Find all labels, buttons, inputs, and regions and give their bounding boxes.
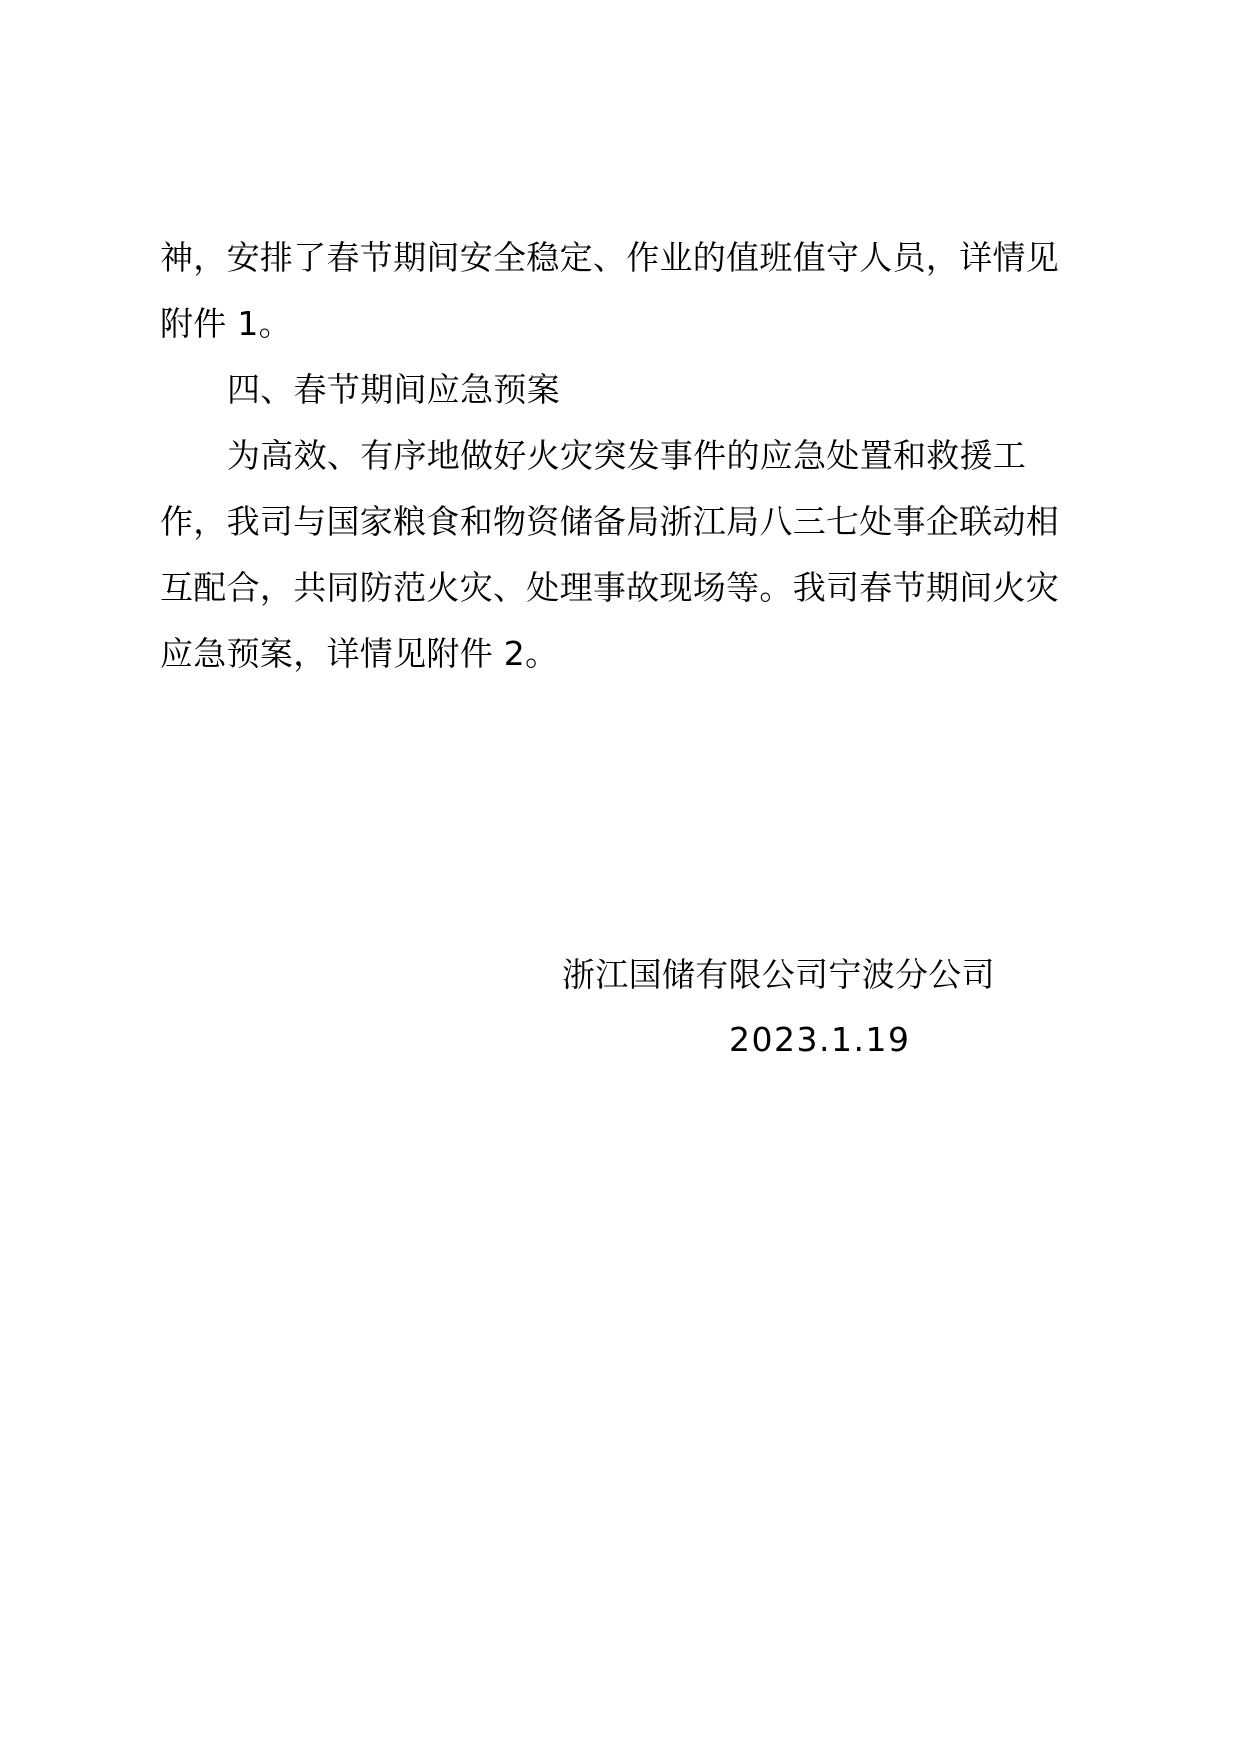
paragraph-plan-line-2: 作，我司与国家粮食和物资储备局浙江局八三七处事企联动相 bbox=[160, 502, 1060, 541]
paragraph-plan-line-3: 互配合，共同防范火灾、处理事故现场等。我司春节期间火灾 bbox=[160, 568, 1060, 607]
paragraph-continued-line-2: 附件 1。 bbox=[160, 304, 292, 343]
paragraph-plan-line-4: 应急预案，详情见附件 2。 bbox=[160, 634, 559, 673]
signature-date: 2023.1.19 bbox=[729, 1020, 911, 1059]
paragraph-continued-line-1: 神，安排了春节期间安全稳定、作业的值班值守人员，详情见 bbox=[160, 238, 1060, 277]
section-heading: 四、春节期间应急预案 bbox=[227, 370, 560, 409]
body-text bbox=[160, 225, 1090, 687]
signature-company: 浙江国储有限公司宁波分公司 bbox=[562, 955, 995, 994]
paragraph-plan-line-1: 为高效、有序地做好火灾突发事件的应急处置和救援工 bbox=[227, 436, 1027, 475]
